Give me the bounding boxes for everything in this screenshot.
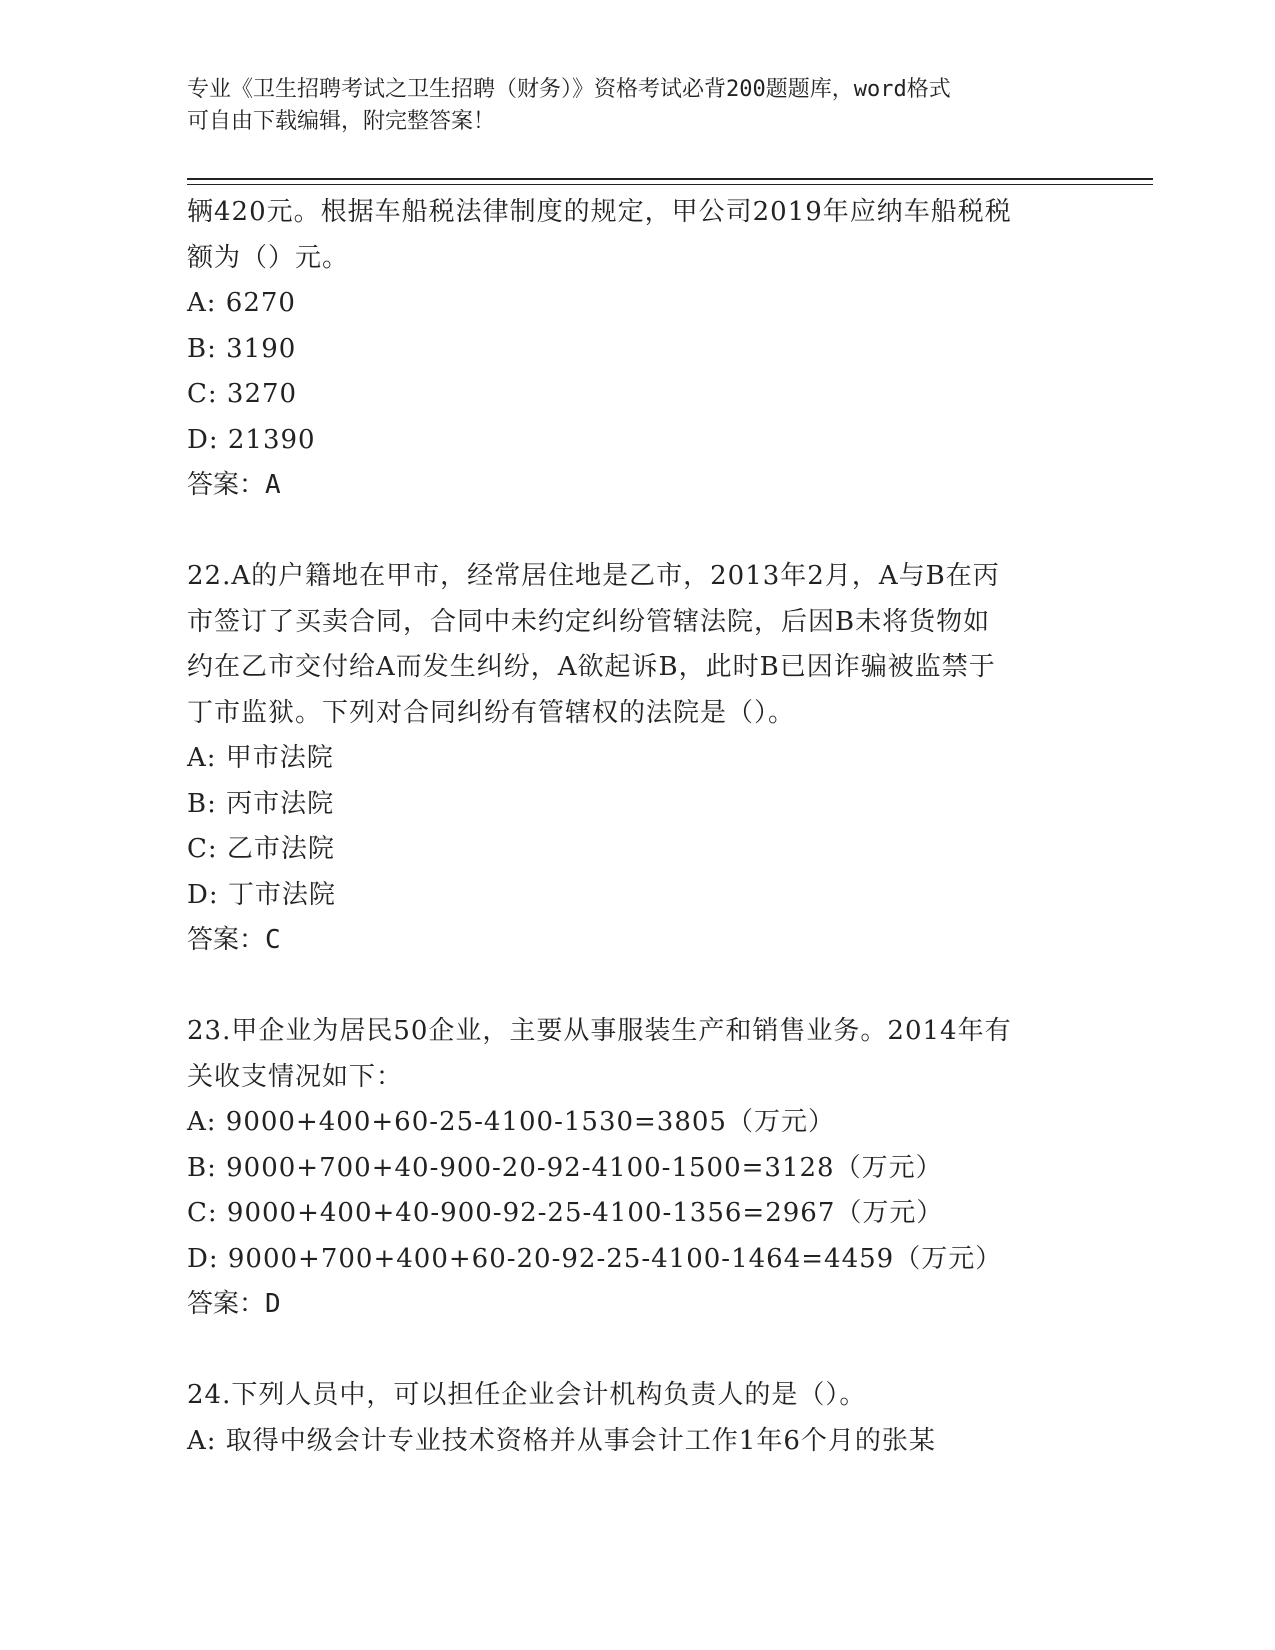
option-a: A: 甲市法院 [187, 743, 334, 773]
page-header [187, 74, 1087, 138]
option-b: B: 9000+700+40-900-20-92-4100-1500=3128（万元） [187, 1152, 943, 1183]
option-c: C: 9000+400+40-900-92-25-4100-1356=2967（万元） [187, 1198, 944, 1228]
header-rule-thick [187, 178, 1153, 180]
question-text-line: 约在乙市交付给A而发生纠纷，A欲起诉B，此时B已因诈骗被监禁于 [187, 652, 996, 682]
question-text-line: 关收支情况如下： [187, 1061, 404, 1092]
header-rule-thin [187, 184, 1153, 185]
header-line-1: 专业《卫生招聘考试之卫生招聘（财务）》资格考试必背200题题库，word格式 [187, 77, 951, 102]
option-b: B: 丙市法院 [187, 788, 335, 819]
option-b: B: 3190 [187, 333, 297, 364]
question-24 [187, 1373, 1087, 1464]
question-text-line: 22.A的户籍地在甲市，经常居住地是乙市，2013年2月，A与B在丙 [187, 561, 1000, 591]
option-d: D: 丁市法院 [187, 879, 336, 910]
question-23 [187, 1009, 1087, 1328]
answer-label: 答案：A [187, 470, 281, 500]
option-a: A: 6270 [187, 288, 296, 318]
option-d: D: 9000+700+400+60-20-92-25-4100-1464=4459（万元） [187, 1243, 1003, 1274]
option-a: A: 取得中级会计专业技术资格并从事会计工作1年6个月的张某 [187, 1425, 936, 1456]
question-text-line: 丁市监狱。下列对合同纠纷有管辖权的法院是（）。 [187, 697, 796, 728]
question-content [187, 190, 1087, 1464]
header-line-2: 可自由下载编辑，附完整答案！ [187, 109, 496, 134]
option-d: D: 21390 [187, 424, 316, 455]
question-text-line: 市签订了买卖合同，合同中未约定纠纷管辖法院，后因B未将货物如 [187, 606, 991, 637]
answer-label: 答案：C [187, 925, 281, 955]
spacer [187, 509, 1087, 555]
question-text-line: 辆420元。根据车船税法律制度的规定，甲公司2019年应纳车船税税 [187, 197, 1012, 227]
spacer [187, 964, 1087, 1010]
answer-label: 答案：D [187, 1289, 281, 1319]
option-c: C: 3270 [187, 379, 298, 409]
spacer [187, 1328, 1087, 1374]
question-22 [187, 554, 1087, 964]
question-text-line: 23.甲企业为居民50企业，主要从事服装生产和销售业务。2014年有 [187, 1016, 1012, 1046]
question-text-line: 额为（）元。 [187, 242, 350, 273]
question-text-line: 24.下列人员中，可以担任企业会计机构负责人的是（）。 [187, 1380, 867, 1410]
option-c: C: 乙市法院 [187, 834, 335, 864]
question-21 [187, 190, 1087, 509]
option-a: A: 9000+400+60-25-4100-1530=3805（万元） [187, 1107, 835, 1137]
